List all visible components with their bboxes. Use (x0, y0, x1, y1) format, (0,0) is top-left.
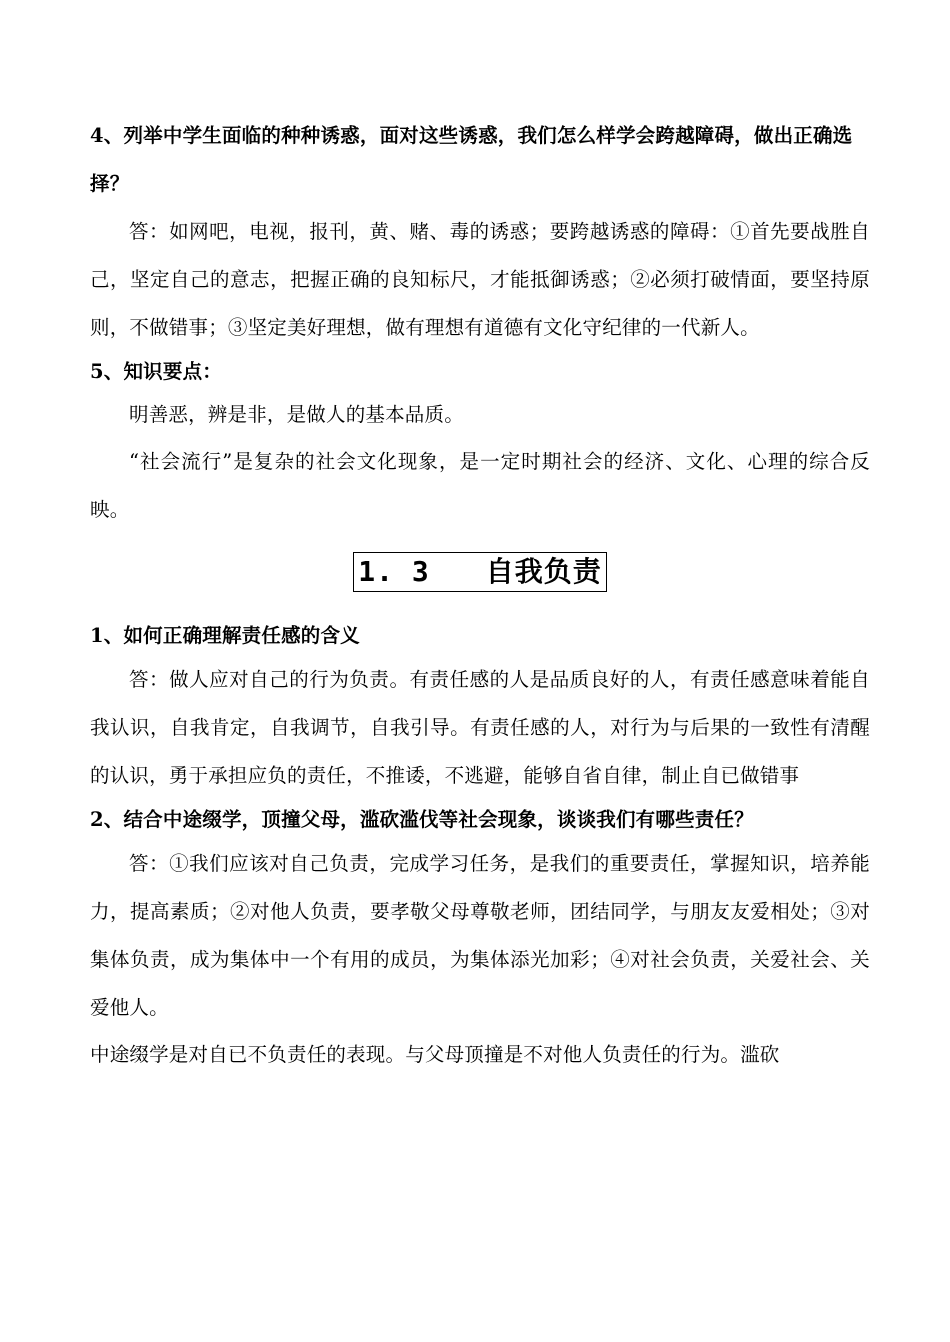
knowledge-point-2: “社会流行”是复杂的社会文化现象，是一定时期社会的经济、文化、心理的综合反映。 (90, 450, 870, 521)
document-page (90, 112, 870, 1078)
section-title-text: 自我负责 (485, 555, 602, 588)
section-question-2-title: 2、结合中途缀学，顶撞父母，滥砍滥伐等社会现象，谈谈我们有哪些责任？ (90, 808, 754, 831)
section-question-1-answer: 答：做人应对自己的行为负责。有责任感的人是品质良好的人，有责任感意味着能自我认识，自我肯定，自我调节，自我引导。有责任感的人，对行为与后果的一致性有清醒的认识，勇于承担应负的责任，不推诿，不逃避，能够自省自律，制止自已做错事 (90, 668, 870, 787)
question-4-answer: 答：如网吧，电视，报刊，黄、赌、毒的诱惑；要跨越诱惑的障碍：①首先要战胜自己，坚定自己的意志，把握正确的良知标尺，才能抵御诱惑；②必须打破情面，要坚持原则，不做错事；③坚定美好理想，做有理想有道德有文化守纪律的一代新人。 (90, 220, 870, 339)
section-question-2-answer: 答：①我们应该对自己负责，完成学习任务，是我们的重要责任，掌握知识，培养能力，提高素质；②对他人负责，要孝敬父母尊敬老师，团结同学，与朋友友爱相处；③对集体负责，成为集体中一个有用的成员，为集体添光加彩；④对社会负责，关爱社会、关爱他人。 (90, 852, 870, 1019)
section-heading (353, 552, 606, 592)
question-4-title: 4、列举中学生面临的种种诱惑，面对这些诱惑，我们怎么样学会跨越障碍，做出正确选择？ (90, 124, 853, 195)
section-number: 1. 3 (358, 555, 430, 588)
section-question-2-extra: 中途缀学是对自已不负责任的表现。与父母顶撞是不对他人负责任的行为。滥砍 (90, 1043, 780, 1066)
question-5-title: 5、知识要点： (90, 360, 222, 383)
knowledge-point-1: 明善恶，辨是非，是做人的基本品质。 (129, 403, 464, 426)
section-heading-wrap (90, 552, 870, 594)
section-question-1-title: 1、如何正确理解责任感的含义 (90, 624, 360, 647)
